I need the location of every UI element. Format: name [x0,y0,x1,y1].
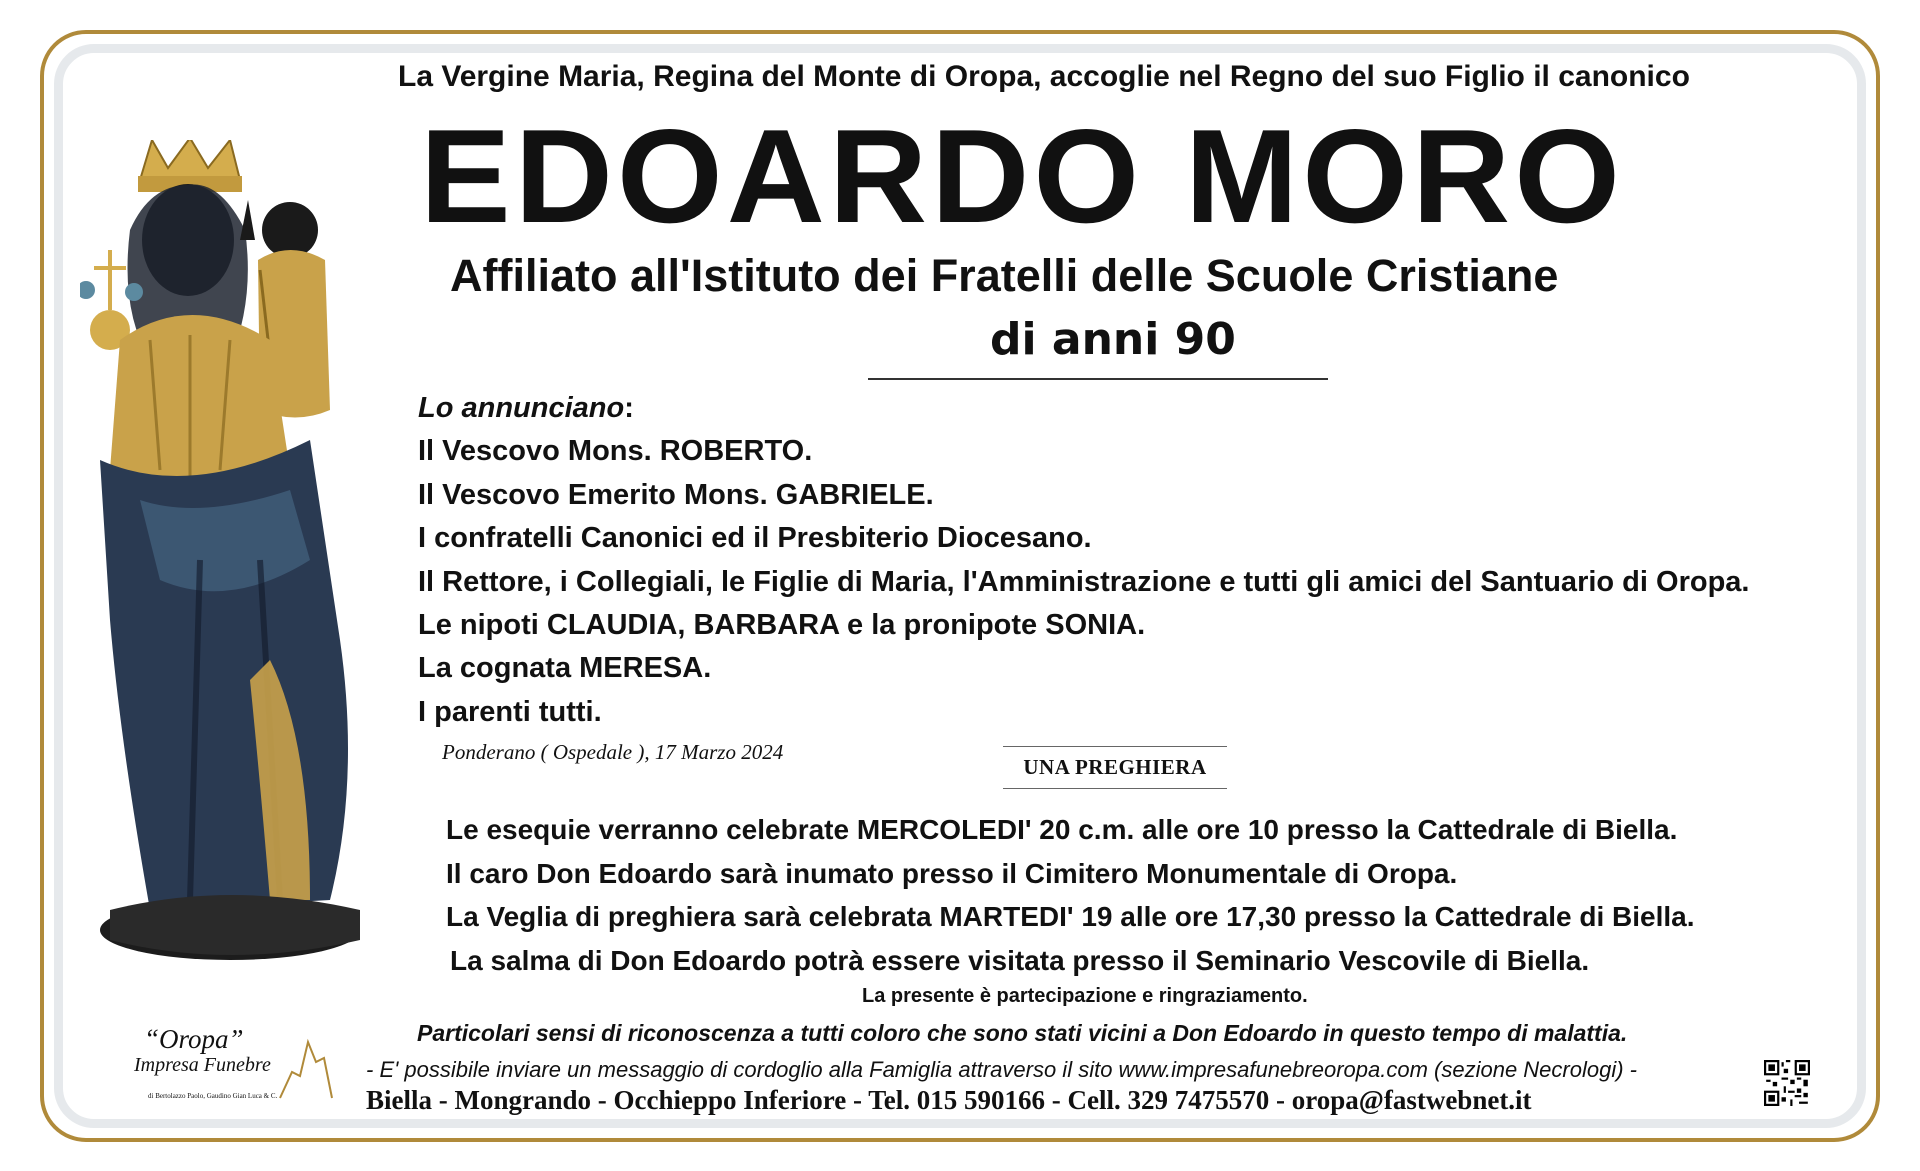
announcer-item: I parenti tutti. [418,695,602,728]
announcer-heading [418,387,1749,430]
divider-rule [868,378,1328,380]
mountain-outline-icon [278,1032,334,1102]
announcer-list [418,387,1749,734]
condolence-message-line: - E' possibile inviare un messaggio di cordoglio alla Famiglia attraverso il sito www.impresafunebreoropa.com (sezione Necrologi) - [366,1057,1637,1082]
funeral-home-logo [128,1024,336,1108]
announcer-item: Il Vescovo Mons. ROBERTO. [418,435,813,468]
announcer-item: Le nipoti CLAUDIA, BARBARA e la pronipote SONIA. [418,609,1146,642]
age-line: di anni 90 [990,314,1236,365]
announcer-item: La cognata MERESA. [418,652,712,685]
funeral-line: Il caro Don Edoardo sarà inumato presso il Cimitero Monumentale di Oropa. [446,857,1458,889]
announcer-colon: : [624,392,634,424]
logo-owners: di Bertolazzo Paolo, Gaudino Gian Luca & C. [148,1092,278,1100]
qr-code-icon [1764,1060,1810,1106]
logo-name: “Oropa” [144,1024,244,1054]
prayer-label: UNA PREGHIERA [1003,746,1227,789]
funeral-details [446,808,1695,982]
affiliation-line: Affiliato all'Istituto dei Fratelli delle Scuole Cristiane [450,250,1559,301]
logo-subtitle: Impresa Funebre [134,1054,271,1076]
madonna-statue-icon [80,140,400,990]
funeral-line: Le esequie verranno celebrate MERCOLEDI' 20 c.m. alle ore 10 presso la Cattedrale di Biella. [446,814,1678,845]
thanks-line: La presente è partecipazione e ringraziamento. [862,985,1308,1007]
place-date: Ponderano ( Ospedale ), 17 Marzo 2024 [442,740,784,764]
announcer-label: Lo annunciano [418,392,625,424]
contact-line: Biella - Mongrando - Occhieppo Inferiore - Tel. 015 590166 - Cell. 329 7475570 - oropa@fastwebnet.it [366,1085,1532,1115]
announcer-item: Il Rettore, i Collegiali, le Figlie di Maria, l'Amministrazione e tutti gli amici del Santuario di Oropa. [418,565,1750,598]
intro-line: La Vergine Maria, Regina del Monte di Oropa, accoglie nel Regno del suo Figlio il canonico [398,60,1690,93]
gratitude-line: Particolari sensi di riconoscenza a tutti coloro che sono stati vicini a Don Edoardo in questo tempo di malattia. [417,1020,1628,1046]
funeral-line: La salma di Don Edoardo potrà essere visitata presso il Seminario Vescovile di Biella. [450,944,1590,976]
funeral-line: La Veglia di preghiera sarà celebrata MARTEDI' 19 alle ore 17,30 presso la Cattedrale di Biella. [446,901,1695,932]
announcer-item: I confratelli Canonici ed il Presbiterio Diocesano. [418,522,1092,555]
announcer-item: Il Vescovo Emerito Mons. GABRIELE. [418,478,934,511]
deceased-name: EDOARDO MORO [420,101,1624,251]
